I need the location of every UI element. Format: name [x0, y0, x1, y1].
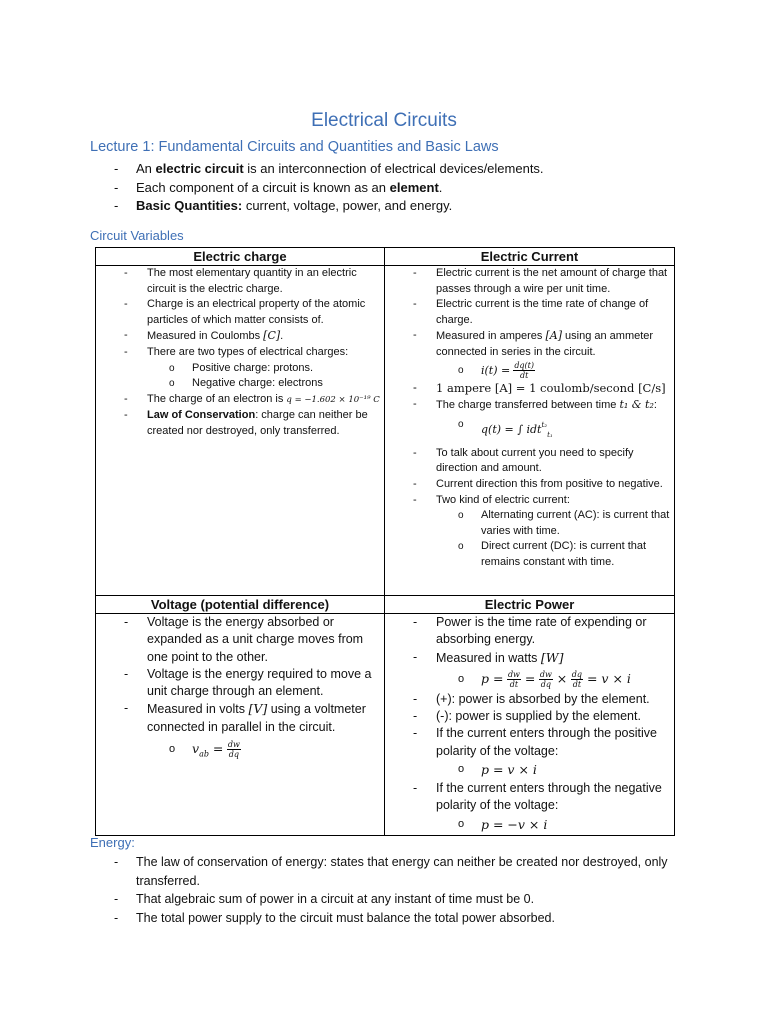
document-title: Electrical Circuits [311, 110, 457, 131]
charge-item: - The charge of an electron is q = −1.602 × 10⁻¹⁹ C [124, 392, 380, 405]
current-item: - Current direction this from positive to negative. [413, 477, 663, 490]
power-item: - If the current enters through the negative polarity of the voltage: [413, 781, 662, 813]
current-item: - The charge transferred between time t₁ & t₂: [413, 398, 657, 412]
power-item: - Measured in watts [W] [413, 649, 564, 665]
charge-item: - Charge is an electrical property of the atomic particles of which matter consists of. [124, 298, 366, 326]
bullet-dash: - [114, 161, 119, 176]
voltage-item: - Voltage is the energy absorbed or expanded as a unit charge moves from one point to the other. [124, 615, 364, 664]
current-item: - To talk about current you need to specify direction and amount. [413, 446, 634, 475]
power-formula: o p = −v × i [458, 816, 548, 832]
energy-item: - The total power supply to the circuit must balance the total power absorbed. [114, 911, 555, 926]
current-formula: o q(t) = ∫ idt$^{t_2}_{t_1}$ [458, 418, 553, 439]
current-item: - Two kind of electric current: [413, 493, 570, 506]
bullet-dash: - [114, 198, 119, 213]
power-header: Electric Power [385, 596, 675, 614]
current-item: - Electric current is the net amount of charge that passes through a wire per unit time. [413, 267, 668, 295]
power-formula: o p = v × i [458, 762, 537, 778]
voltage-cell [96, 614, 385, 836]
intro-item: - Each component of a circuit is known as an element. [90, 179, 690, 198]
current-item: - Measured in amperes [A] using an ammeter connected in series in the circuit. [413, 329, 654, 358]
current-cell [385, 266, 675, 596]
charge-item: - Measured in Coulombs [C]. [124, 329, 284, 343]
energy-item: - That algebraic sum of power in a circuit at any instant of time must be 0. [114, 892, 535, 907]
power-item: - (+): power is absorbed by the element. [413, 691, 650, 706]
energy-item: - The law of conservation of energy: states that energy can neither be created nor destroyed, only transferred. [114, 855, 668, 888]
current-header: Electric Current [385, 248, 675, 266]
current-item: - 1 ampere [A] = 1 coulomb/second [C/s] [413, 380, 666, 395]
energy-heading: Energy: [90, 835, 135, 850]
bullet-dash: - [114, 179, 119, 195]
charge-cell [96, 266, 385, 596]
current-subitem: o Direct current (DC): is current that remains constant with time. [458, 540, 647, 568]
voltage-item: - Voltage is the energy required to move a unit charge through an element. [124, 666, 372, 699]
intro-list [90, 160, 690, 216]
current-item: - Electric current is the time rate of change of charge. [413, 298, 649, 326]
charge-item: - Law of Conservation: charge can neither be created nor destroyed, only transferred. [124, 409, 368, 437]
power-item: - (-): power is supplied by the element. [413, 709, 641, 724]
power-cell [385, 614, 675, 836]
voltage-item: - Measured in volts [V] using a voltmeter connected in parallel in the circuit. [124, 701, 366, 734]
power-formula: o p = $\frac{dw}{dt}$ = $\frac{dw}{dq}$ × $\frac{dq}{dt}$ = v × i [458, 670, 631, 690]
charge-subitem: o Positive charge: protons. [169, 361, 314, 374]
power-item: - Power is the time rate of expending or absorbing energy. [413, 615, 647, 647]
voltage-formula: o $v_{ab}$ = $\frac{dw}{dq}$ [169, 740, 240, 760]
energy-list [90, 853, 690, 928]
charge-subitem: o Negative charge: electrons [169, 377, 323, 390]
circuit-variables-table [95, 247, 675, 836]
charge-item: - The most elementary quantity in an electric circuit is the electric charge. [124, 267, 357, 295]
circuit-variables-heading: Circuit Variables [90, 228, 184, 243]
lecture-heading: Lecture 1: Fundamental Circuits and Quantities and Basic Laws [90, 139, 499, 155]
charge-header: Electric charge [96, 248, 385, 266]
charge-item: - There are two types of electrical charges: [124, 345, 349, 358]
current-formula: o i(t) = $\frac{dq(t)}{dt}$ [458, 361, 535, 381]
intro-item: - Basic Quantities: current, voltage, power, and energy. [90, 197, 690, 216]
voltage-header: Voltage (potential difference) [96, 596, 385, 614]
current-subitem: o Alternating current (AC): is current that varies with time. [458, 509, 670, 537]
intro-item: - An electric circuit is an interconnection of electrical devices/elements. [90, 160, 690, 179]
power-item: - If the current enters through the positive polarity of the voltage: [413, 726, 657, 758]
